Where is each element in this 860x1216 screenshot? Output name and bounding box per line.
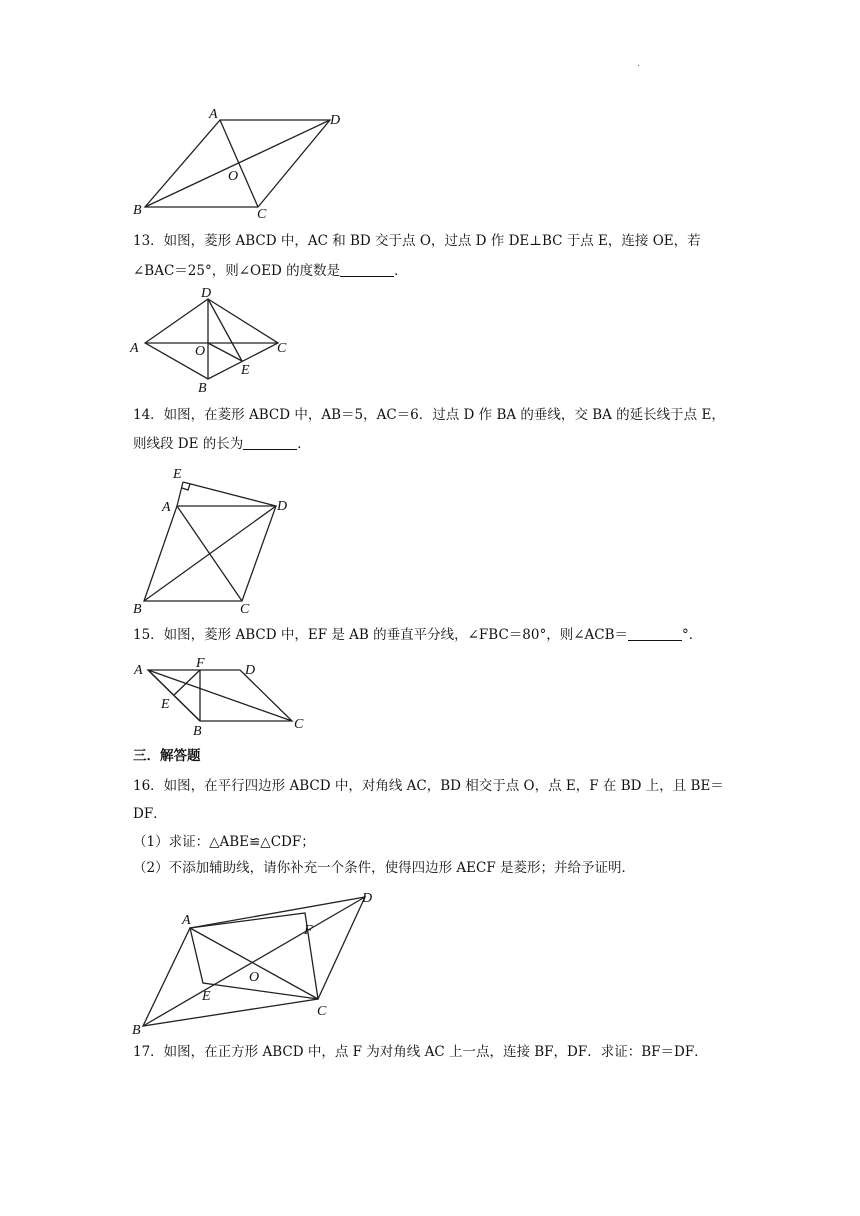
figure-q15: [0, 650, 860, 740]
label-C: C: [240, 602, 250, 617]
label-A: A: [209, 107, 218, 122]
q15-end: °．: [682, 627, 703, 643]
label-A: A: [134, 663, 143, 678]
q15-answer-blank[interactable]: [628, 626, 682, 641]
label-E: E: [173, 467, 182, 482]
figure-q13: [0, 280, 860, 400]
q16-line2: DF．: [133, 806, 167, 822]
label-B: B: [198, 381, 207, 396]
label-C: C: [277, 341, 287, 356]
label-E: E: [202, 989, 211, 1004]
label-B: B: [133, 203, 142, 218]
q17-line1: 17．如图，在正方形 ABCD 中，点 F 为对角线 AC 上一点，连接 BF，DF．求证：BF＝DF．: [133, 1044, 708, 1060]
label-O: O: [249, 970, 260, 985]
label-C: C: [317, 1004, 327, 1019]
q15-text: 15．如图，菱形 ABCD 中，EF 是 AB 的垂直平分线，∠FBC＝80°，则∠ACB＝: [133, 627, 629, 643]
q16-part1: （1）求证：△ABE≌△CDF；: [133, 834, 315, 850]
label-F: F: [304, 923, 313, 938]
label-B: B: [193, 724, 202, 739]
q16-part2: （2）不添加辅助线，请你补充一个条件，使得四边形 AECF 是菱形；并给予证明．: [133, 860, 635, 876]
label-D: D: [330, 113, 341, 128]
label-D: D: [245, 663, 256, 678]
q13-line2: [133, 262, 408, 280]
label-A: A: [162, 500, 171, 515]
section-heading: 三．解答题: [133, 748, 201, 764]
figure-q16: [0, 880, 860, 1040]
q14-answer-blank[interactable]: [243, 435, 297, 450]
figure-q12: [0, 0, 860, 230]
corner-mark: .: [637, 58, 641, 69]
q14-line2: [133, 435, 311, 453]
q16-line1: 16．如图，在平行四边形 ABCD 中，对角线 AC，BD 相交于点 O，点 E，F 在 BD 上，且 BE＝: [133, 778, 724, 794]
figure-q14: [0, 460, 860, 620]
label-F: F: [196, 656, 205, 671]
label-C: C: [257, 207, 267, 222]
label-B: B: [132, 1023, 141, 1038]
label-B: B: [133, 602, 142, 617]
q14-line1: 14．如图，在菱形 ABCD 中，AB＝5，AC＝6．过点 D 作 BA 的垂线，交 BA 的延长线于点 E，: [133, 407, 725, 423]
label-D: D: [277, 499, 288, 514]
label-O: O: [195, 344, 206, 359]
label-O: O: [228, 169, 239, 184]
q13-text: ∠BAC＝25°，则∠OED 的度数是: [133, 263, 341, 279]
label-E: E: [241, 363, 250, 378]
label-C: C: [294, 717, 304, 732]
label-A: A: [182, 913, 191, 928]
label-A: A: [130, 341, 139, 356]
q14-end: ．: [297, 436, 311, 452]
label-D: D: [362, 891, 373, 906]
label-D: D: [201, 286, 212, 301]
q14-text: 则线段 DE 的长为: [133, 436, 244, 452]
label-E: E: [161, 697, 170, 712]
q13-line1: 13．如图，菱形 ABCD 中，AC 和 BD 交于点 O，过点 D 作 DE⊥BC 于点 E，连接 OE，若: [133, 233, 701, 249]
q13-end: ．: [394, 263, 408, 279]
q15-line: [133, 626, 702, 644]
q13-answer-blank[interactable]: [340, 262, 394, 277]
